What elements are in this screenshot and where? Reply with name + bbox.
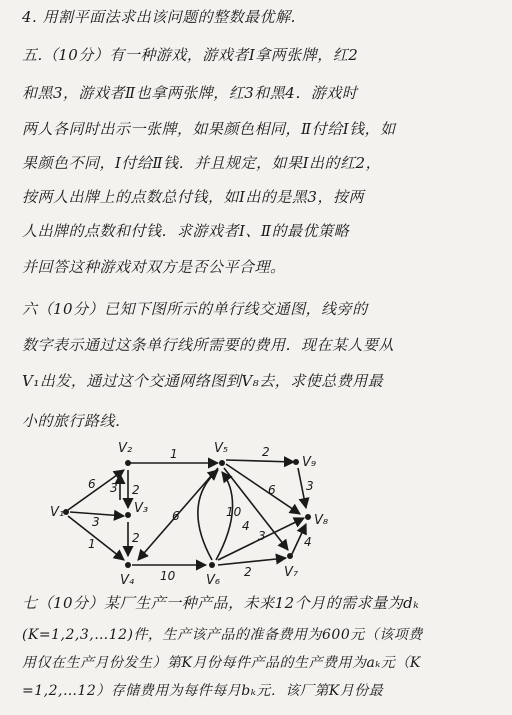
node-label-v1: V₁ <box>50 505 65 520</box>
node-label-v4: V₄ <box>120 573 135 588</box>
edge-v5-v9 <box>226 460 294 462</box>
problem-7-line-2: (K=1,2,3,…12)件，生产该产品的准备费用为600元（该项费 <box>22 627 423 643</box>
edge-v6-v5-a <box>198 470 218 560</box>
edge-v6-v7 <box>218 558 286 565</box>
node-v8 <box>305 514 311 520</box>
problem-5-line-2: 和黑3，游戏者Ⅱ也拿两张牌，红3和黑4．游戏时 <box>22 84 358 102</box>
edge-v9-v8 <box>298 468 306 508</box>
problem-6-line-1: 六（10分）已知下图所示的单行线交通图，线旁的 <box>22 300 368 318</box>
edge-label-v3-v4: 2 <box>132 531 140 545</box>
edge-label-v6-v5-a: 10 <box>226 505 242 519</box>
problem-6-line-3: V₁出发，通过这个交通网络图到V₈去，求使总费用最 <box>22 372 384 390</box>
node-label-v3: V₃ <box>134 501 149 516</box>
node-v7 <box>287 553 293 559</box>
edge-label-v1-v4: 1 <box>88 537 96 551</box>
edge-label-v2-v5: 1 <box>170 447 178 461</box>
edge-label-v1-v3: 3 <box>92 515 100 529</box>
node-v6 <box>209 562 215 568</box>
node-label-v5: V₅ <box>214 441 229 456</box>
problem-7-line-4: =1,2,…12）存储费用为每件每月bₖ元．该厂第K月份最 <box>22 683 384 699</box>
problem-6-line-2: 数字表示通过这条单行线所需要的费用．现在某人要从 <box>22 336 395 354</box>
edge-label-v4-v6: 10 <box>160 569 176 583</box>
problem-6-line-4: 小的旅行路线． <box>22 412 131 430</box>
edge-label-v5-v8: 6 <box>268 483 276 497</box>
node-v3 <box>125 512 131 518</box>
edge-label-v5-v4: 6 <box>172 509 180 523</box>
problem-7-line-1: 七（10分）某厂生产一种产品，未来12个月的需求量为dₖ <box>22 594 420 612</box>
node-label-v7: V₇ <box>284 565 299 580</box>
node-label-v2: V₂ <box>118 441 133 456</box>
node-label-v6: V₆ <box>206 573 221 588</box>
edge-label-v7-v8: 4 <box>304 535 312 549</box>
node-label-v9: V₉ <box>302 455 317 470</box>
problem-7-line-3: 用仅在生产月份发生）第K月份每件产品的生产费用为aₖ元（K <box>22 655 421 671</box>
problem-5-line-5: 按两人出牌上的点数总付钱，如Ⅰ出的是黑3，按两 <box>22 188 364 206</box>
node-v9 <box>293 459 299 465</box>
problem-5-line-1: 五.（10分）有一种游戏，游戏者Ⅰ拿两张牌，红2 <box>22 46 359 64</box>
problem-5-line-3: 两人各同时出示一张牌，如果颜色相同，Ⅱ付给Ⅰ钱，如 <box>22 120 396 138</box>
problem-5-line-6: 人出牌的点数和付钱．求游戏者Ⅰ、Ⅱ的最优策略 <box>22 222 350 240</box>
edge-label-v3-v2: 3 <box>110 481 118 495</box>
edge-label-v6-v5-b: 4 <box>242 519 250 533</box>
problem-5-line-4: 果颜色不同，Ⅰ付给Ⅱ钱．并且规定，如果Ⅰ出的红2， <box>22 154 382 172</box>
edge-label-v5-v9: 2 <box>262 445 270 459</box>
node-v2 <box>125 460 131 466</box>
edge-label-v6-v8: 3 <box>258 529 266 543</box>
node-v5 <box>219 460 225 466</box>
edge-label-v1-v2: 6 <box>88 477 96 491</box>
traffic-network-diagram <box>0 430 512 590</box>
edge-label-v2-v3-a: 2 <box>132 483 140 497</box>
edge-label-v6-v7: 2 <box>244 565 252 579</box>
node-label-v8: V₈ <box>314 513 329 528</box>
edge-label-v9-v8: 3 <box>306 479 314 493</box>
problem-4-line: 4. 用割平面法求出该问题的整数最优解. <box>22 8 296 26</box>
node-v4 <box>125 562 131 568</box>
problem-5-line-7: 并回答这种游戏对双方是否公平合理。 <box>22 258 286 276</box>
